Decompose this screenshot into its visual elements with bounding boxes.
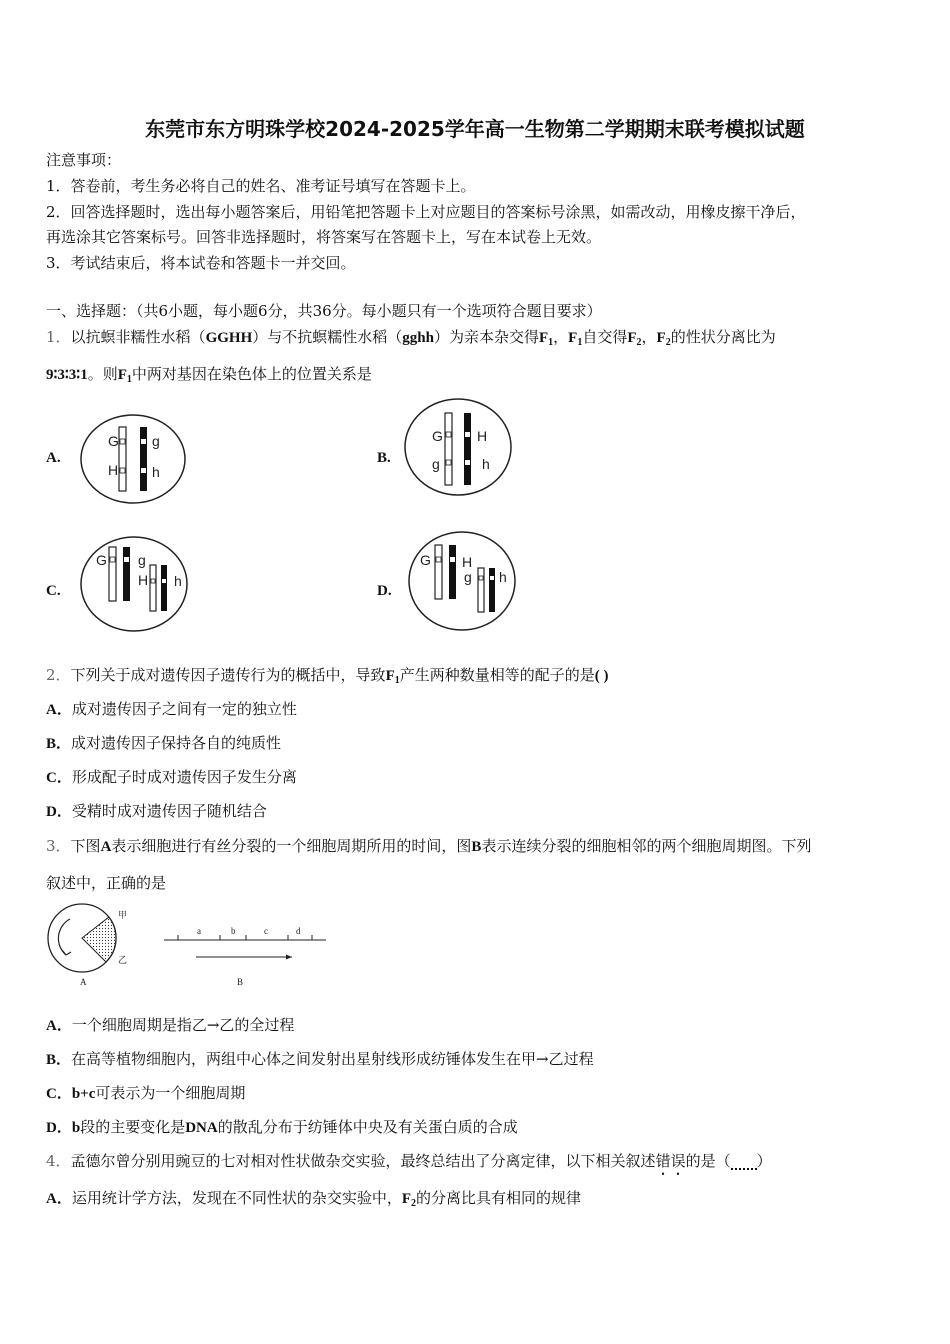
gene-label: G bbox=[432, 428, 443, 444]
q1-option-d-label[interactable]: D. bbox=[377, 583, 392, 599]
notice-heading: 注意事项： bbox=[46, 151, 122, 169]
q3-figure-b bbox=[160, 922, 332, 992]
q1-option-d-diagram bbox=[408, 530, 516, 632]
q4-number: 4． bbox=[46, 1152, 71, 1170]
q3-figure-a bbox=[44, 903, 144, 993]
q2-option-b[interactable]: B．成对遗传因子保持各自的纯质性 bbox=[46, 734, 282, 752]
q1-option-c-label[interactable]: C. bbox=[46, 583, 61, 599]
q2-option-d[interactable]: D．受精时成对遗传因子随机结合 bbox=[46, 802, 267, 820]
gene-label: g bbox=[432, 456, 440, 472]
gene-label: g bbox=[138, 552, 146, 568]
page-title: 东莞市东方明珠学校2024-2025学年高一生物第二学期期末联考模拟试题 bbox=[145, 117, 805, 141]
q1-number: 1． bbox=[46, 328, 71, 346]
gene-label: h bbox=[499, 569, 507, 585]
fig-b-segment-a: a bbox=[197, 926, 201, 936]
fig-b-caption: B bbox=[237, 977, 244, 987]
q3-option-c[interactable]: C．b+c可表示为一个细胞周期 bbox=[46, 1084, 246, 1102]
fig-b-segment-c: c bbox=[264, 926, 268, 936]
gene-label: H bbox=[477, 428, 488, 444]
notice-item-3: 3．考试结束后，将本试卷和答题卡一并交回。 bbox=[46, 254, 356, 272]
q1-option-c-diagram bbox=[80, 535, 188, 633]
q4-option-a[interactable]: A．运用统计学方法，发现在不同性状的杂交实验中，$F_2$的分离比具有相同的规律 bbox=[46, 1189, 582, 1209]
fig-a-label-jia: 甲 bbox=[118, 910, 128, 920]
q2-number: 2． bbox=[46, 666, 71, 684]
gene-label: g bbox=[152, 433, 160, 449]
q1-option-a-label[interactable]: A. bbox=[46, 450, 61, 466]
fig-b-segment-d: d bbox=[296, 926, 301, 936]
gene-label: G bbox=[420, 552, 431, 568]
section-heading: 一、选择题：（共6小题，每小题6分，共36分。每小题只有一个选项符合题目要求） bbox=[46, 302, 602, 320]
q3-option-d[interactable]: D．b段的主要变化是DNA的散乱分布于纺锤体中央及有关蛋白质的合成 bbox=[46, 1118, 518, 1136]
fig-b-segment-b: b bbox=[231, 926, 236, 936]
gene-label: H bbox=[462, 554, 473, 570]
notice-item-2-cont: 再选涂其它答案标号。回答非选择题时，将答案写在答题卡上，写在本试卷上无效。 bbox=[46, 228, 602, 246]
q3-stem-line1: 3．下图A表示细胞进行有丝分裂的一个细胞周期所用的时间，图B表示连续分裂的细胞相邻的两个细胞周期图。下列 bbox=[46, 837, 812, 855]
emphasis-error: 错误 bbox=[655, 1152, 686, 1170]
notice-item-1: 1．答卷前，考生务必将自己的姓名、准考证号填写在答题卡上。 bbox=[46, 177, 476, 195]
gene-label: g bbox=[464, 569, 472, 585]
fig-a-label-yi: 乙 bbox=[118, 955, 128, 965]
q1-option-b-diagram bbox=[404, 397, 512, 497]
gene-label: h bbox=[152, 464, 160, 480]
q3-option-a[interactable]: A．一个细胞周期是指乙→乙的全过程 bbox=[46, 1016, 295, 1034]
q2-option-a[interactable]: A．成对遗传因子之间有一定的独立性 bbox=[46, 700, 297, 718]
q1-stem-line2: 9∶3∶3∶1。则$F_1$中两对基因在染色体上的位置关系是 bbox=[46, 365, 372, 385]
notice-item-2: 2．回答选择题时，选出每小题答案后，用铅笔把答题卡上对应题目的答案标号涂黑，如需改动，用橡皮擦干净后， bbox=[46, 203, 806, 221]
gene-label: G bbox=[96, 552, 107, 568]
answer-blank bbox=[731, 1154, 757, 1170]
gene-label: h bbox=[174, 573, 182, 589]
gene-label: G bbox=[108, 433, 119, 449]
q1-option-b-label[interactable]: B. bbox=[377, 450, 391, 466]
fig-a-caption: A bbox=[80, 977, 87, 987]
gene-label: H bbox=[138, 572, 149, 588]
gene-label: H bbox=[108, 462, 119, 478]
q1-option-a-diagram bbox=[80, 413, 186, 505]
q2-option-c[interactable]: C．形成配子时成对遗传因子发生分离 bbox=[46, 768, 297, 786]
q4-stem: 4．孟德尔曾分别用豌豆的七对相对性状做杂交实验，最终总结出了分离定律，以下相关叙述错误的是（ ） bbox=[46, 1152, 772, 1170]
q1-stem-line1: 1．以抗螟非糯性水稻（GGHH）与不抗螟糯性水稻（gghh）为亲本杂交得$F_1$，$F_1$自交得$F_2$，$F_2$的性状分离比为 bbox=[46, 328, 776, 348]
q2-stem: 2．下列关于成对遗传因子遗传行为的概括中，导致$F_1$产生两种数量相等的配子的是( ) bbox=[46, 666, 609, 686]
q3-option-b[interactable]: B．在高等植物细胞内，两组中心体之间发射出星射线形成纺锤体发生在甲→乙过程 bbox=[46, 1050, 594, 1068]
q3-stem-line2: 叙述中，正确的是 bbox=[46, 874, 167, 892]
gene-label: h bbox=[482, 456, 490, 472]
q3-number: 3． bbox=[46, 837, 71, 855]
